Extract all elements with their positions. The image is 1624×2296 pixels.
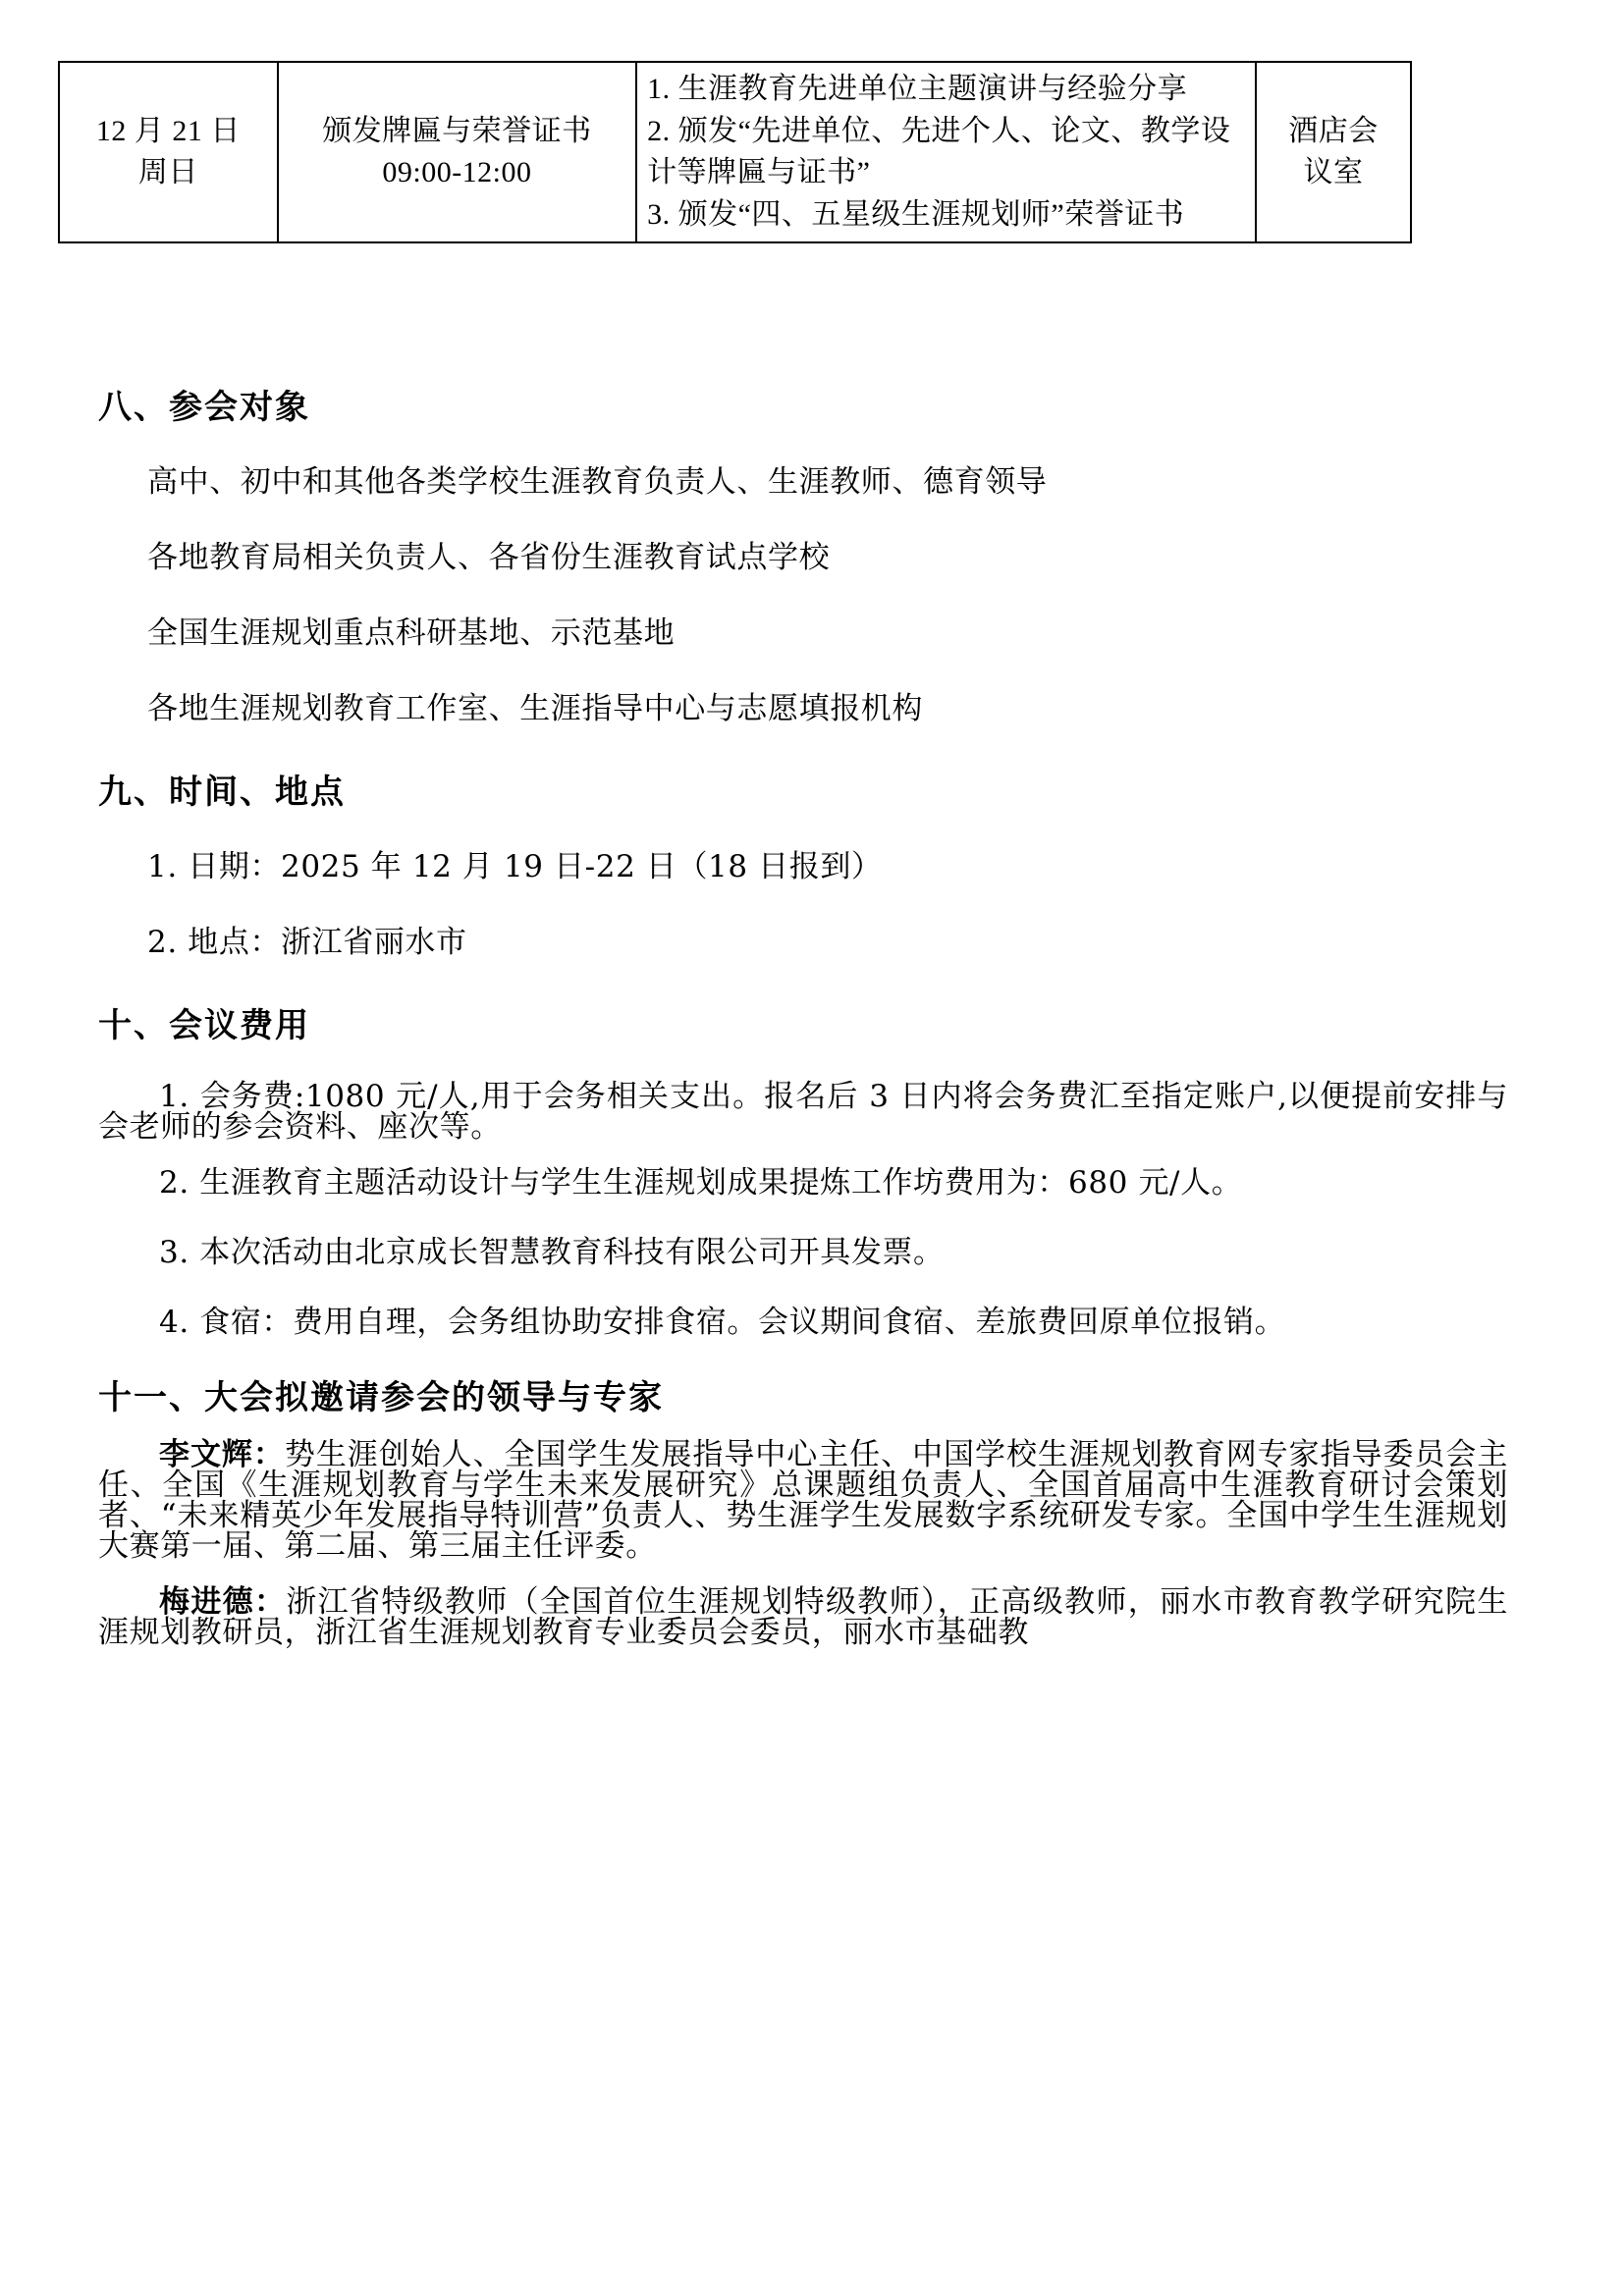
section-10-item-4: 4. 食宿：费用自理，会务组协助安排食宿。会议期间食宿、差旅费回原单位报销。 (159, 1305, 1286, 1340)
schedule-table (58, 61, 1412, 243)
expert-name-1: 李文辉： (159, 1437, 285, 1472)
venue-line-1: 酒店会 (1288, 114, 1379, 147)
table-cell-topic (278, 62, 636, 242)
section-10-item-2: 2. 生涯教育主题活动设计与学生生涯规划成果提炼工作坊费用为：680 元/人。 (159, 1165, 1243, 1201)
expert-name-2: 梅进德： (159, 1584, 287, 1620)
table-cell-details (636, 62, 1256, 242)
detail-item-2: 2. 颁发“先进单位、先进个人、论文、教学设计等牌匾与证书” (647, 114, 1231, 189)
expert-entry-1 (0, 1437, 1624, 1564)
section-9-item-2: 2. 地点：浙江省丽水市 (147, 925, 467, 960)
expert-bio-2: 浙江省特级教师（全国首位生涯规划特级教师），正高级教师，丽水市教育教学研究院生涯规划教研员，浙江省生涯规划教育专业委员会委员，丽水市基础教 (98, 1584, 1508, 1650)
venue-line-2: 议室 (1303, 156, 1364, 189)
section-8-item-3: 全国生涯规划重点科研基地、示范基地 (147, 615, 676, 651)
date-line-1: 12 月 21 日 (95, 114, 241, 147)
detail-item-3: 3. 颁发“四、五星级生涯规划师”荣誉证书 (647, 197, 1185, 231)
topic-line-1: 颁发牌匾与荣誉证书 (322, 114, 592, 147)
date-line-2: 周日 (137, 156, 198, 189)
section-8-item-1: 高中、初中和其他各类学校生涯教育负责人、生涯教师、德育领导 (147, 464, 1048, 500)
section-10-item-3: 3. 本次活动由北京成长智慧教育科技有限公司开具发票。 (159, 1235, 945, 1270)
section-10-item-1: 1. 会务费:1080 元/人,用于会务相关支出。报名后 3 日内将会务费汇至指定账户,以便提前安排与会老师的参会资料、座次等。 (98, 1079, 1508, 1145)
table-cell-date (59, 62, 278, 242)
section-8-item-4: 各地生涯规划教育工作室、生涯指导中心与志愿填报机构 (147, 691, 923, 726)
expert-bio-1: 势生涯创始人、全国学生发展指导中心主任、中国学校生涯规划教育网专家指导委员会主任、全国《生涯规划教育与学生未来发展研究》总课题组负责人、全国首届高中生涯教育研讨会策划者、“未来精英少年发展指导特训营”负责人、势生涯学生发展数字系统研发专家。全国中学生生涯规划大赛第一届、第二届、第三届主任评委。 (98, 1437, 1508, 1564)
table-row (59, 62, 1411, 242)
detail-item-1: 1. 生涯教育先进单位主题演讲与经验分享 (647, 73, 1188, 105)
schedule-table-wrapper (58, 61, 1412, 243)
section-heading-9: 九、时间、地点 (98, 773, 346, 812)
section-9-item-1: 1. 日期：2025 年 12 月 19 日-22 日（18 日报到） (147, 849, 883, 884)
section-heading-10: 十、会议费用 (98, 1006, 310, 1045)
section-8-item-2: 各地教育局相关负责人、各省份生涯教育试点学校 (147, 540, 831, 575)
document-body (0, 388, 1624, 1650)
expert-entry-2 (0, 1584, 1624, 1650)
section-heading-11: 十一、大会拟邀请参会的领导与专家 (98, 1378, 664, 1417)
topic-line-2: 09:00-12:00 (382, 156, 532, 189)
table-cell-venue (1256, 62, 1411, 242)
section-heading-8: 八、参会对象 (98, 388, 310, 427)
